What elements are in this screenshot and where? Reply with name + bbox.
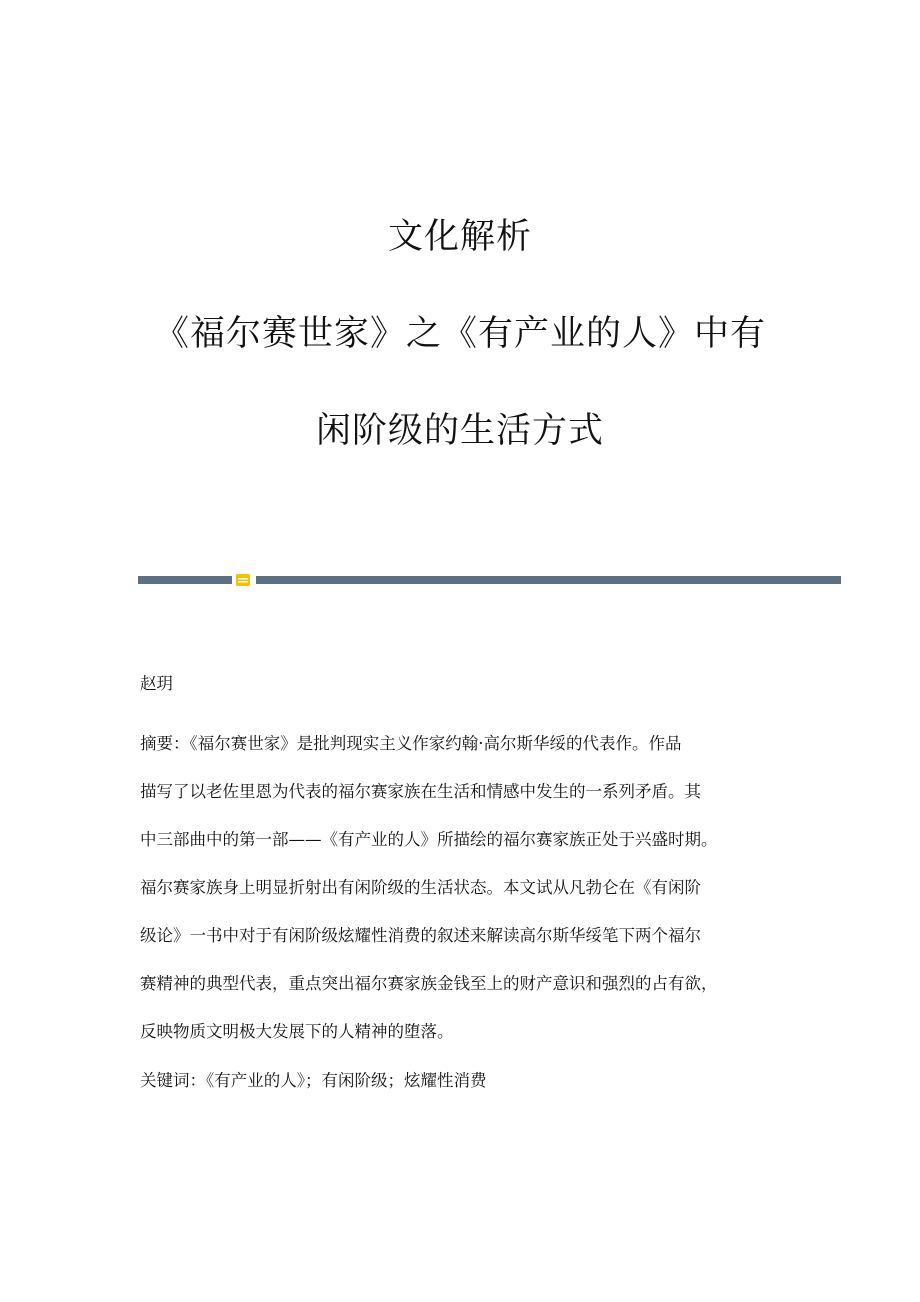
author-name: 赵玥 (140, 674, 173, 693)
abstract-line: 中三部曲中的第一部——《有产业的人》所描绘的福尔赛家族正处于兴盛时期。 (140, 830, 718, 849)
abstract-line: 摘要：《福尔赛世家》是批判现实主义作家约翰·高尔斯华绥的代表作。作品 (140, 734, 682, 753)
section-divider (138, 573, 841, 587)
abstract-line: 福尔赛家族身上明显折射出有闲阶级的生活状态。本文试从凡勃仑在《有闲阶 (140, 878, 701, 897)
abstract-line: 级论》一书中对于有闲阶级炫耀性消费的叙述来解读高尔斯华绥笔下两个福尔 (140, 926, 701, 945)
abstract-line: 描写了以老佐里恩为代表的福尔赛家族在生活和情感中发生的一系列矛盾。其 (140, 782, 701, 801)
title-line-1: 文化解析 (387, 217, 532, 257)
document-title (0, 205, 920, 449)
divider-ornament-icon (236, 573, 250, 587)
divider-bar-left (138, 576, 232, 584)
keywords-line: 关键词：《有产业的人》；有闲阶级；炫耀性消费 (140, 1071, 487, 1090)
divider-bar-right (256, 576, 841, 584)
abstract-paragraph (140, 720, 800, 1056)
abstract-line: 赛精神的典型代表，重点突出福尔赛家族金钱至上的财产意识和强烈的占有欲， (140, 974, 718, 993)
abstract-line: 反映物质文明极大发展下的人精神的堕落。 (140, 1022, 454, 1041)
title-line-2: 《福尔赛世家》之《有产业的人》中有 (153, 314, 766, 354)
title-line-3: 闲阶级的生活方式 (315, 411, 604, 451)
document-body (140, 672, 800, 1105)
